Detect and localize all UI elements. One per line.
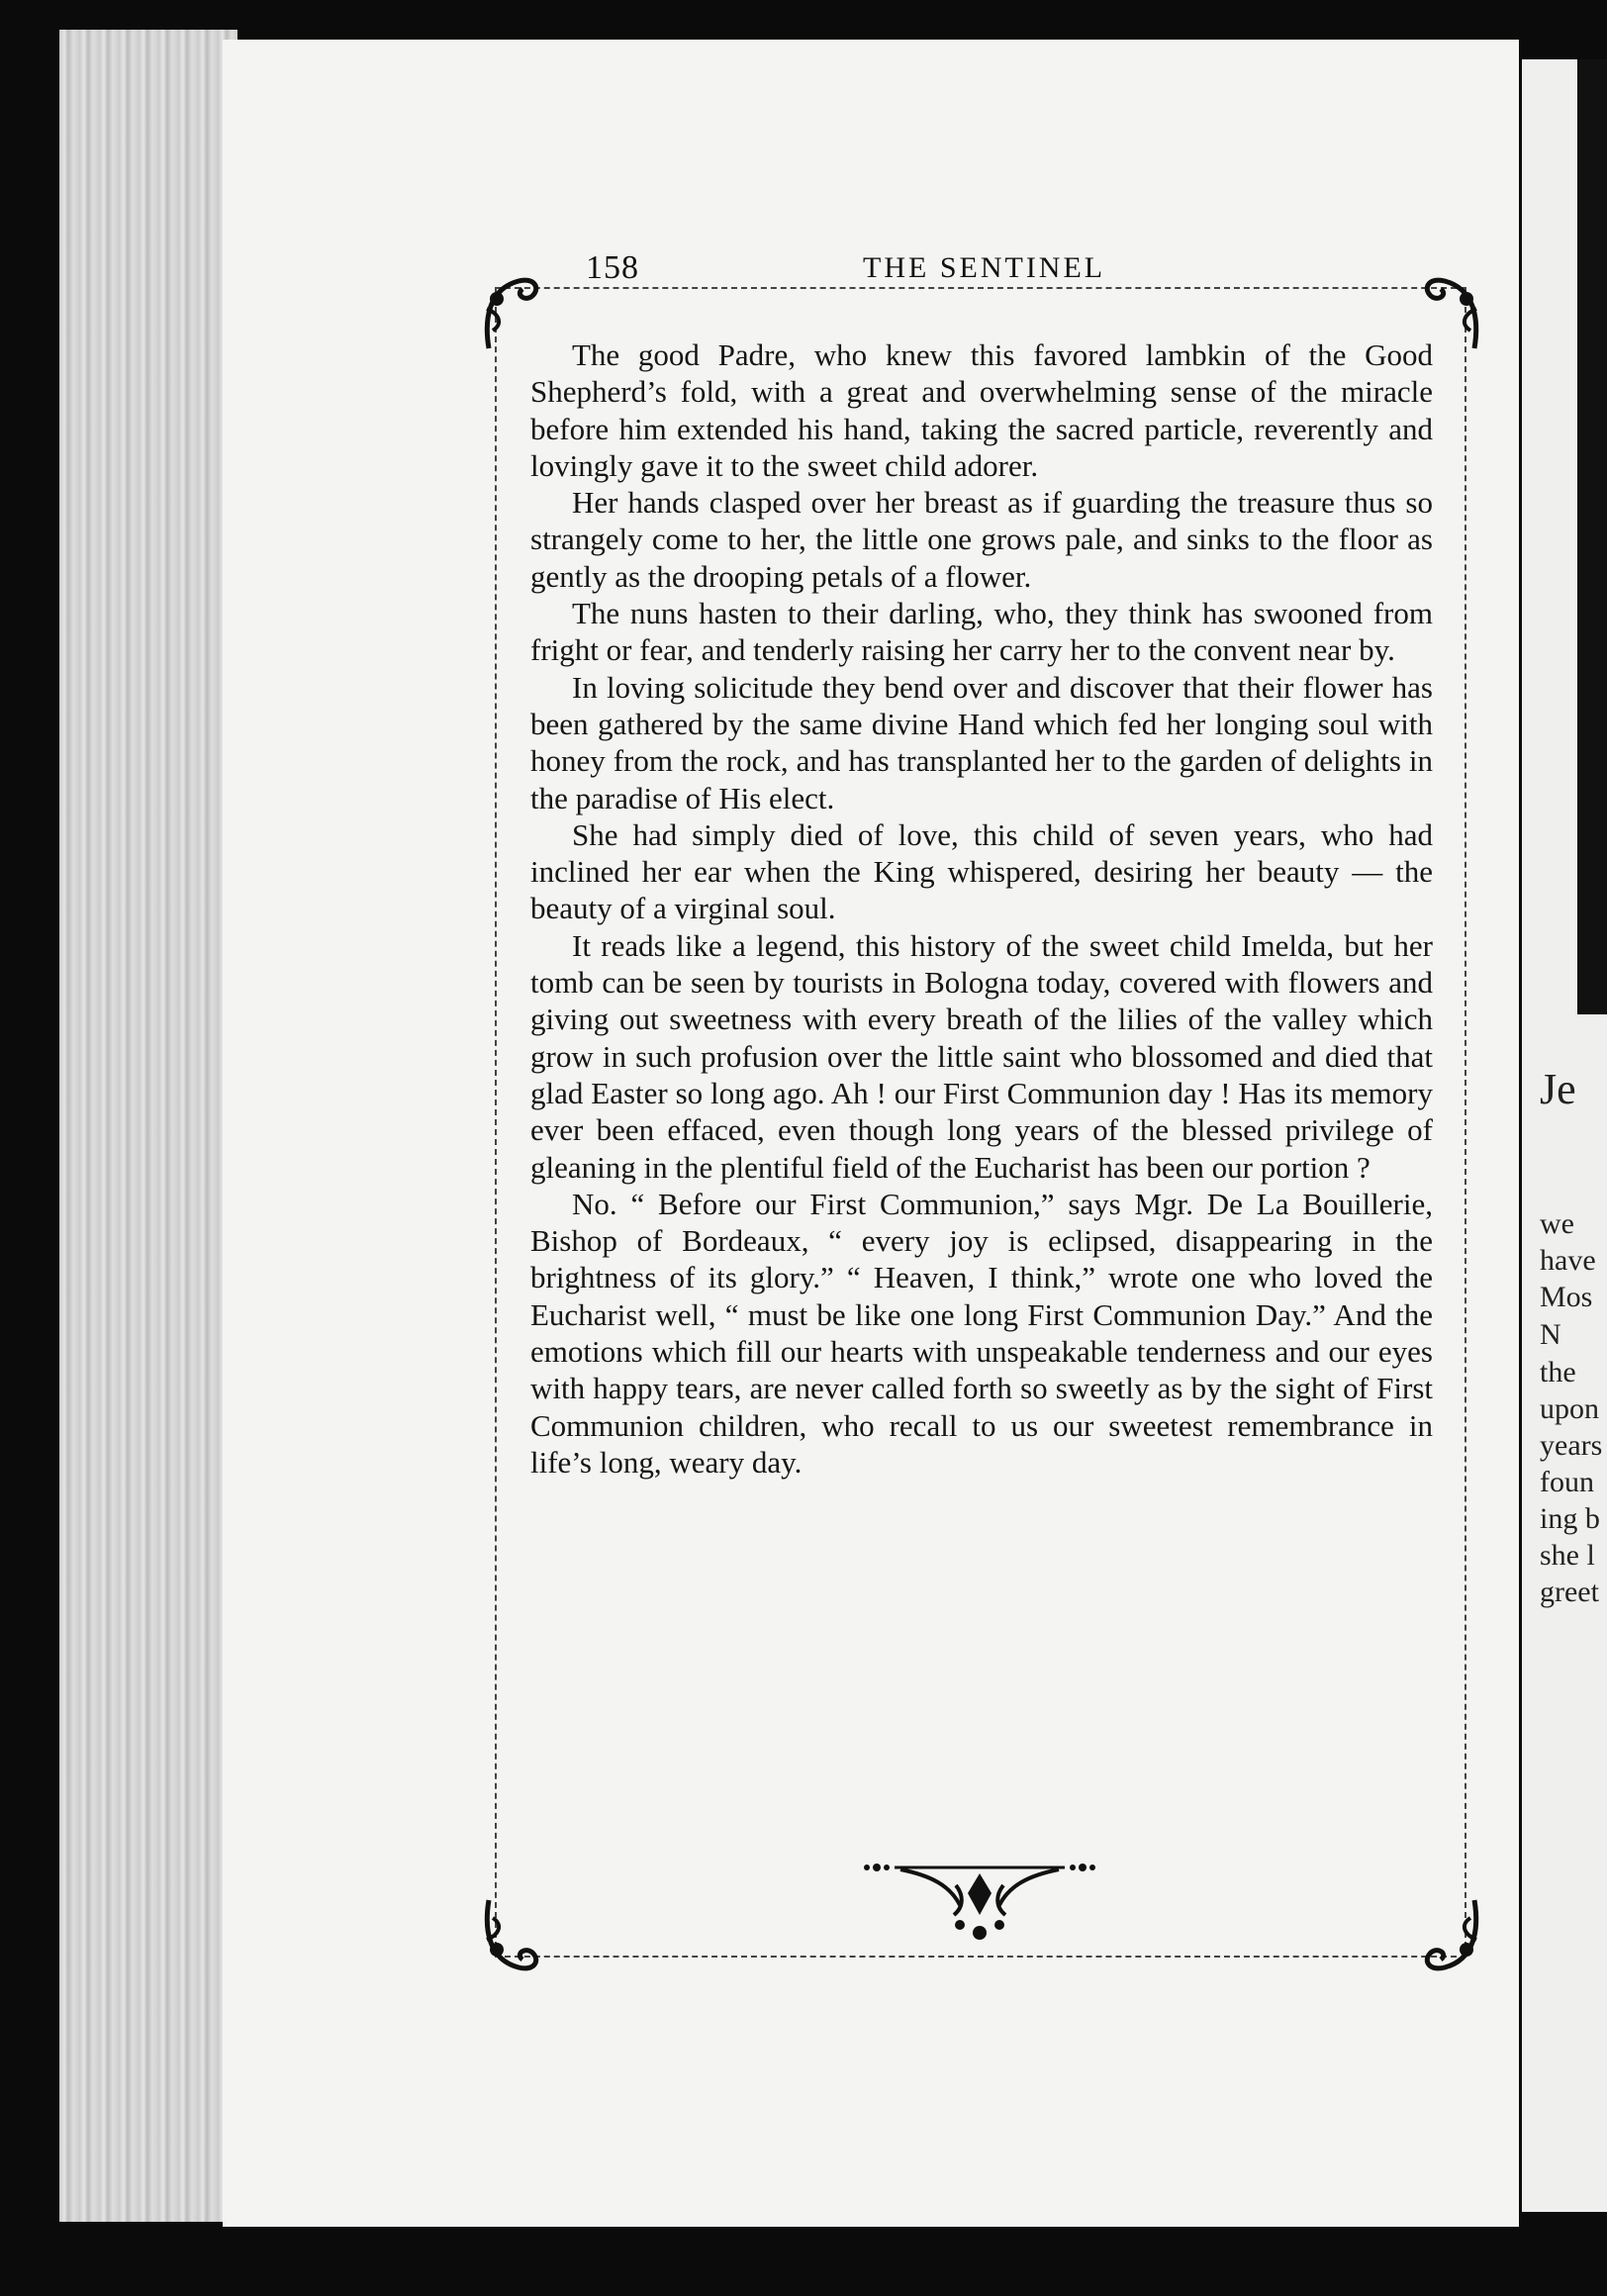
paragraph: The nuns hasten to their darling, who, they think has swooned from fright or fear, and tenderly raising her carry her to the convent near by. [530,596,1433,668]
facing-page-fragment: Mos [1540,1281,1593,1313]
corner-flourish-icon [1415,1890,1484,1979]
article-text [530,336,1433,1481]
facing-page-fragment: greet [1540,1576,1599,1608]
facing-page-fragment: the [1540,1356,1576,1388]
paragraph: Her hands clasped over her breast as if guarding the treasure thus so strangely come to her, the little one grows pale, and sinks to the floor as gently as the drooping petals of a flower. [530,485,1433,594]
facing-page-fragment: have [1540,1244,1596,1277]
paragraph: In loving solicitude they bend over and discover that their flower has been gathered by the same divine Hand which fed her longing soul with honey from the rock, and has transplanted her to the garden of delights in the paradise of His elect. [530,669,1433,815]
facing-page-fragment: years [1540,1429,1603,1462]
page-number: 158 [586,249,639,286]
corner-flourish-icon [479,1890,548,1979]
page-edges [59,30,237,2222]
facing-page-fragment: foun [1540,1466,1594,1498]
paragraph: It reads like a legend, this history of the sweet child Imelda, but her tomb can be seen by tourists in Bologna today, covered with flowers and giving out sweetness with every breath of the lilies of the valley which grow in such profusion over the little saint who blossomed and died that glad Easter so long ago. Ah ! our First Communion day ! Has its memory ever been effaced, even though long years of the blessed privilege of gleaning in the plentiful field of the Eucharist has been our portion ? [530,927,1433,1185]
paragraph: The good Padre, who knew this favored lambkin of the Good Shepherd’s fold, with a great and overwhelming sense of the miracle before him extended his hand, taking the sacred particle, reverently and lovingly gave it to the sweet child adorer. [530,337,1433,483]
page-header [586,249,1466,289]
tailpiece-ornament-icon [861,1846,1098,1955]
facing-page-fragment: Je [1540,1065,1576,1113]
running-head: THE SENTINEL [863,251,1106,284]
facing-page [1522,59,1607,2212]
facing-page-image-edge [1577,59,1607,1014]
facing-page-fragment: she l [1540,1539,1595,1572]
facing-page-fragment: ing b [1540,1502,1600,1535]
facing-page-fragment: N [1540,1318,1561,1351]
paragraph: No. “ Before our First Communion,” says Mgr. De La Bouillerie, Bishop of Bordeaux, “ every joy is eclipsed, disappearing in the brightness of its glory.” “ Heaven, I think,” wrote one who loved the Eucharist well, “ must be like one long First Communion Day.” And the emotions which fill our hearts with unspeakable tenderness and our eyes with happy tears, are never called forth so sweetly as by the sight of First Communion children, who recall to us our sweetest remembrance in life’s long, weary day. [530,1186,1433,1480]
facing-page-fragment: we [1540,1207,1574,1240]
facing-page-fragment: upon [1540,1392,1599,1425]
paragraph: She had simply died of love, this child of seven years, who had inclined her ear when the King whispered, desiring her beauty — the beauty of a virginal soul. [530,816,1433,926]
